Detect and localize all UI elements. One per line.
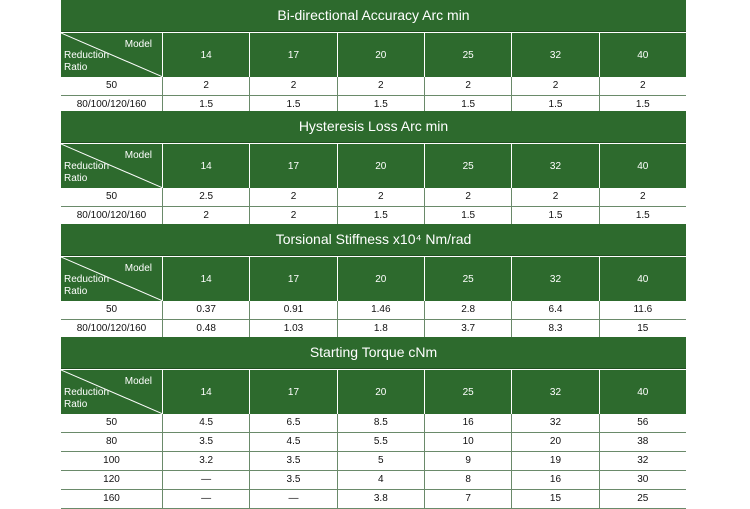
- ratio-cell: 160: [61, 490, 163, 508]
- table-row: [61, 433, 686, 452]
- value-cell: 0.91: [250, 301, 337, 319]
- spec-table: [61, 337, 686, 509]
- table-row: [61, 188, 686, 207]
- value-cell: 1.8: [338, 320, 425, 338]
- table-title: Torsional Stiffness x10⁴ Nm/rad: [61, 224, 686, 256]
- value-cell: 9: [425, 452, 512, 470]
- ratio-cell: 50: [61, 301, 163, 319]
- model-header: 32: [512, 33, 599, 77]
- value-cell: 0.48: [163, 320, 250, 338]
- value-cell: 1.5: [250, 96, 337, 114]
- value-cell: 1.5: [163, 96, 250, 114]
- model-header: 14: [163, 257, 250, 301]
- value-cell: 32: [512, 414, 599, 432]
- ratio-label: [64, 274, 109, 298]
- model-header: 25: [425, 370, 512, 414]
- value-cell: 3.5: [163, 433, 250, 451]
- model-label: Model: [124, 263, 152, 274]
- table-row: [61, 452, 686, 471]
- value-cell: 2: [250, 77, 337, 95]
- spec-table: [61, 224, 686, 339]
- value-cell: 2: [163, 207, 250, 225]
- table-title: Hysteresis Loss Arc min: [61, 111, 686, 143]
- value-cell: 20: [512, 433, 599, 451]
- header-row: [61, 256, 686, 301]
- model-header: 20: [338, 144, 425, 188]
- corner-header: [61, 33, 163, 77]
- ratio-label: [64, 161, 109, 185]
- model-header: 40: [637, 386, 649, 398]
- value-cell: 3.5: [250, 471, 337, 489]
- value-cell: 25: [637, 493, 649, 504]
- header-row: [61, 143, 686, 188]
- header-row: [61, 32, 686, 77]
- model-label: Model: [124, 150, 152, 161]
- ratio-label-line: Reduction: [64, 50, 110, 61]
- ratio-cell: 80/100/120/160: [61, 207, 163, 225]
- spec-table: [61, 0, 686, 115]
- value-cell: 6.5: [250, 414, 337, 432]
- value-cell: 3.5: [250, 452, 337, 470]
- corner-header: [61, 144, 163, 188]
- model-header: 32: [512, 370, 599, 414]
- model-header: 32: [512, 257, 599, 301]
- value-cell: 8: [425, 471, 512, 489]
- ratio-label: [64, 50, 109, 74]
- value-cell: 5.5: [338, 433, 425, 451]
- value-cell: 2: [425, 77, 512, 95]
- value-cell: 2: [512, 77, 599, 95]
- ratio-label-line: Reduction: [64, 274, 110, 285]
- value-cell: 19: [512, 452, 599, 470]
- table-row: [61, 301, 686, 320]
- ratio-label-line: Ratio: [64, 173, 88, 184]
- value-cell: 7: [425, 490, 512, 508]
- table-row: [61, 471, 686, 490]
- value-cell: 1.5: [425, 207, 512, 225]
- model-header: 40: [637, 273, 649, 285]
- model-header: 14: [163, 144, 250, 188]
- value-cell: 1.5: [512, 207, 599, 225]
- value-cell: 16: [425, 414, 512, 432]
- model-header: 17: [250, 257, 337, 301]
- value-cell: 6.4: [512, 301, 599, 319]
- value-cell: 15: [512, 490, 599, 508]
- ratio-label-line: Reduction: [64, 387, 110, 398]
- header-row: [61, 369, 686, 414]
- value-cell: 1.46: [338, 301, 425, 319]
- ratio-cell: 80/100/120/160: [61, 96, 163, 114]
- value-cell: 15: [637, 323, 649, 334]
- ratio-cell: 120: [61, 471, 163, 489]
- value-cell: 3.7: [425, 320, 512, 338]
- value-cell: 2: [250, 207, 337, 225]
- value-cell: 4.5: [163, 414, 250, 432]
- value-cell: 8.3: [512, 320, 599, 338]
- value-cell: 1.5: [338, 96, 425, 114]
- value-cell: 2: [338, 188, 425, 206]
- corner-header: [61, 370, 163, 414]
- model-header: 25: [425, 33, 512, 77]
- table-row: [61, 77, 686, 96]
- value-cell: 4: [338, 471, 425, 489]
- table-title: Starting Torque cNm: [61, 337, 686, 369]
- value-cell: 1.5: [635, 99, 650, 110]
- value-cell: 0.37: [163, 301, 250, 319]
- value-cell: 2: [338, 77, 425, 95]
- value-cell: 2: [640, 80, 646, 91]
- value-cell: 5: [338, 452, 425, 470]
- model-header: 32: [512, 144, 599, 188]
- value-cell: 1.5: [338, 207, 425, 225]
- value-cell: 30: [637, 474, 649, 485]
- model-header: 25: [425, 257, 512, 301]
- ratio-cell: 50: [61, 188, 163, 206]
- value-cell: —: [250, 490, 337, 508]
- ratio-cell: 100: [61, 452, 163, 470]
- ratio-cell: 80/100/120/160: [61, 320, 163, 338]
- ratio-label: [64, 387, 109, 411]
- ratio-cell: 50: [61, 77, 163, 95]
- value-cell: 11.6: [633, 304, 653, 315]
- value-cell: 2: [425, 188, 512, 206]
- value-cell: 3.8: [338, 490, 425, 508]
- spec-table: [61, 111, 686, 226]
- model-header: 14: [163, 370, 250, 414]
- value-cell: 2.5: [163, 188, 250, 206]
- value-cell: 2.8: [425, 301, 512, 319]
- model-label: Model: [124, 376, 152, 387]
- value-cell: 1.03: [250, 320, 337, 338]
- value-cell: 1.5: [635, 210, 650, 221]
- value-cell: 2: [640, 191, 646, 202]
- value-cell: 1.5: [512, 96, 599, 114]
- ratio-label-line: Reduction: [64, 161, 110, 172]
- model-header: 25: [425, 144, 512, 188]
- model-header: 40: [637, 49, 649, 61]
- ratio-label-line: Ratio: [64, 286, 88, 297]
- model-header: 20: [338, 33, 425, 77]
- value-cell: 32: [637, 455, 649, 466]
- value-cell: 10: [425, 433, 512, 451]
- table-row: [61, 414, 686, 433]
- value-cell: —: [163, 490, 250, 508]
- model-header: 14: [163, 33, 250, 77]
- value-cell: 1.5: [425, 96, 512, 114]
- value-cell: 3.2: [163, 452, 250, 470]
- value-cell: 2: [250, 188, 337, 206]
- value-cell: 8.5: [338, 414, 425, 432]
- ratio-label-line: Ratio: [64, 399, 88, 410]
- table-title: Bi-directional Accuracy Arc min: [61, 0, 686, 32]
- value-cell: 2: [163, 77, 250, 95]
- model-header: 17: [250, 370, 337, 414]
- model-header: 20: [338, 370, 425, 414]
- model-header: 20: [338, 257, 425, 301]
- corner-header: [61, 257, 163, 301]
- value-cell: 2: [512, 188, 599, 206]
- value-cell: —: [163, 471, 250, 489]
- ratio-cell: 80: [61, 433, 163, 451]
- model-header: 40: [637, 160, 649, 172]
- model-label: Model: [124, 39, 152, 50]
- model-header: 17: [250, 33, 337, 77]
- model-header: 17: [250, 144, 337, 188]
- value-cell: 38: [637, 436, 649, 447]
- ratio-label-line: Ratio: [64, 62, 88, 73]
- value-cell: 56: [637, 417, 649, 428]
- value-cell: 16: [512, 471, 599, 489]
- ratio-cell: 50: [61, 414, 163, 432]
- value-cell: 4.5: [250, 433, 337, 451]
